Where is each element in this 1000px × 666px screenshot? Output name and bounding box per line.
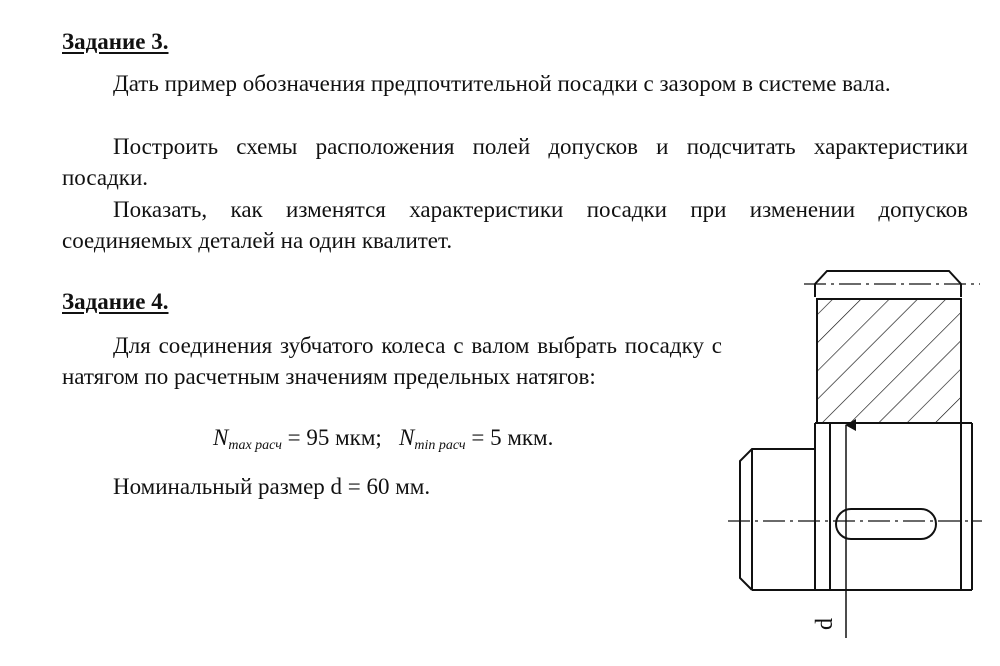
- keyway-slot: [836, 509, 936, 539]
- nmin-value: = 5 мкм.: [465, 425, 554, 450]
- nmin-subscript: min расч: [414, 438, 466, 453]
- nominal-size: Номинальный размер d = 60 мм.: [113, 474, 431, 499]
- nmax-subscript: max расч: [228, 438, 282, 453]
- diameter-label: d: [812, 618, 838, 630]
- nmax-symbol: N: [213, 425, 229, 450]
- task4-paragraph-1: Для соединения зубчатого колеса с валом выбрать посадку с натягом по расчетным значениям предельных натягов:: [62, 333, 722, 389]
- nmax-value: = 95 мкм;: [281, 425, 382, 450]
- task3-paragraph-2: Построить схемы расположения полей допусков и подсчитать характеристики посадки.: [62, 134, 968, 190]
- gear-hatched-section: [817, 299, 961, 423]
- task3-heading: Задание 3.: [62, 29, 169, 54]
- nmin-symbol: N: [399, 425, 415, 450]
- task4-heading: Задание 4.: [62, 289, 169, 314]
- shaft-body-outline: [815, 423, 972, 590]
- task3-paragraph-1: Дать пример обозначения предпочтительной посадки с зазором в системе вала.: [113, 71, 891, 96]
- task3-paragraph-3: Показать, как изменятся характеристики посадки при изменении допусков соединяемых деталей на один квалитет.: [62, 197, 968, 253]
